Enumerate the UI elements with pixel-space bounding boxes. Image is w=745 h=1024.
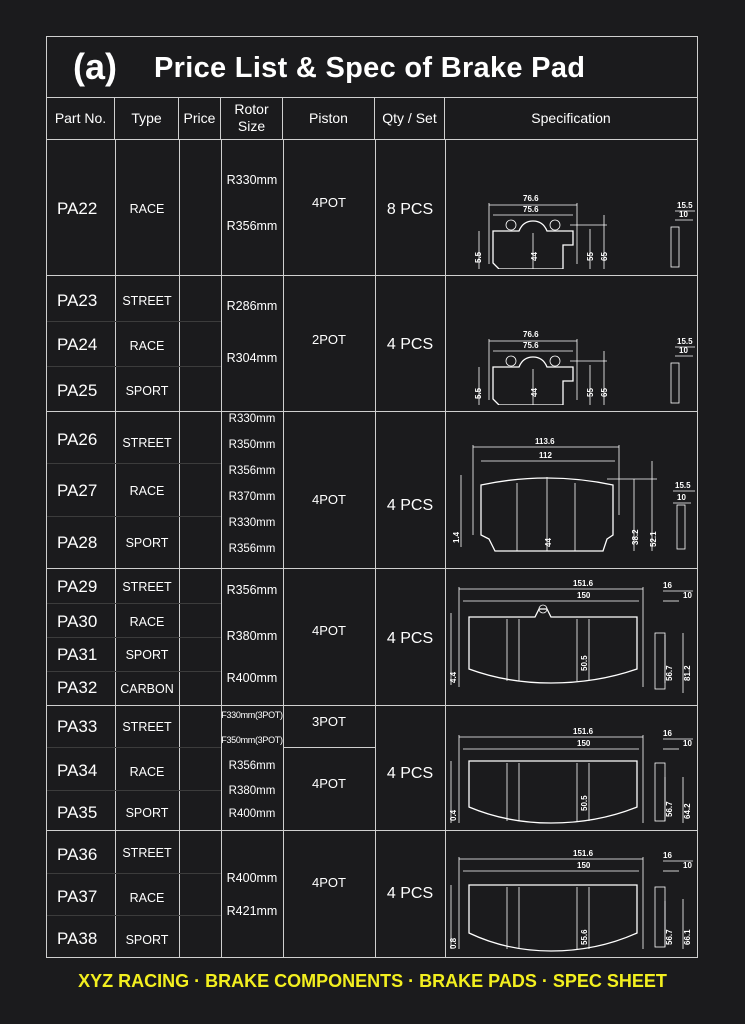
qty-set: 4 PCS (386, 765, 434, 782)
dim-side-plate: 10 (683, 591, 692, 600)
dim-side-total: 15.5 (677, 337, 693, 346)
part-type: SPORT (125, 806, 169, 820)
rotor-size: F350mm(3POT) (221, 735, 283, 745)
part-number: PA36 (57, 845, 98, 864)
brake-pad-drawing (467, 295, 695, 405)
rotor-size: R304mm (226, 351, 278, 365)
sheet-title (47, 37, 697, 98)
part-type: RACE (129, 202, 165, 216)
dim-inner-width: 150 (577, 591, 591, 600)
title-text: Price List & Spec of Brake Pad (154, 52, 586, 84)
header-rotor-line2: Size (237, 118, 266, 134)
dim-h3: 65 (600, 252, 609, 261)
dim-h3: 52.1 (649, 531, 658, 547)
dim-h2: 56.7 (665, 801, 674, 817)
dim-h1: 50.5 (580, 655, 589, 671)
footer-banner: XYZ RACING · BRAKE COMPONENTS · BRAKE PADS · SPEC SHEET (78, 971, 667, 991)
part-number: PA30 (57, 612, 98, 631)
part-type: RACE (129, 484, 165, 498)
part-number: PA32 (57, 678, 98, 697)
qty-set: 4 PCS (386, 336, 434, 353)
dim-outer-width: 76.6 (523, 330, 539, 339)
piston: 4POT (312, 623, 346, 638)
dim-side-plate: 10 (679, 346, 688, 355)
part-number: PA24 (57, 335, 98, 354)
part-number: PA31 (57, 645, 98, 664)
subrow-line (47, 366, 221, 367)
dim-left: 1.4 (452, 531, 461, 543)
dim-h2: 56.7 (665, 665, 674, 681)
title-tag: (a) (73, 46, 117, 87)
rotor-size: R356mm (228, 760, 276, 772)
dim-left: 5.5 (474, 387, 483, 399)
header-specification: Specification (531, 109, 611, 126)
header-price: Price (179, 97, 221, 139)
part-number: PA23 (57, 291, 98, 310)
piston: 3POT (312, 714, 346, 729)
dim-h2: 55 (586, 252, 595, 261)
dim-outer-width: 76.6 (523, 194, 539, 203)
piston: 4POT (312, 875, 346, 890)
part-number: PA38 (57, 929, 98, 948)
subrow-line (47, 603, 221, 604)
subrow-line (47, 671, 221, 672)
part-type: SPORT (125, 933, 169, 947)
row-divider (47, 411, 697, 412)
subrow-line (47, 516, 221, 517)
subrow-line (47, 915, 221, 916)
header-rotor-size (221, 97, 283, 139)
part-number: PA22 (57, 199, 98, 218)
rotor-size: R356mm (228, 543, 276, 555)
header-piston: Piston (283, 97, 375, 139)
dim-left: 0.4 (449, 809, 458, 821)
part-number: PA26 (57, 430, 98, 449)
rotor-size: R400mm (226, 871, 278, 885)
dim-inner-width: 112 (539, 451, 552, 460)
column-line (375, 139, 376, 957)
part-type: RACE (129, 765, 165, 779)
qty-set: 8 PCS (386, 201, 434, 218)
brake-pad-drawing (447, 849, 697, 953)
part-number: PA33 (57, 717, 98, 736)
subrow-line (47, 637, 221, 638)
dim-inner-width: 75.6 (523, 341, 539, 350)
dim-side-plate: 10 (677, 493, 686, 502)
part-type: STREET (122, 436, 172, 450)
dim-h1: 44 (530, 252, 539, 261)
rotor-size: R400mm (228, 808, 276, 820)
part-number: PA25 (57, 381, 98, 400)
rotor-size: R356mm (228, 465, 276, 477)
rotor-size: R421mm (226, 904, 278, 918)
dim-left: 5.5 (474, 251, 483, 263)
dim-side-total: 16 (663, 581, 672, 590)
dim-left: 0.8 (449, 937, 458, 949)
part-number: PA37 (57, 887, 98, 906)
part-type: CARBON (120, 682, 174, 696)
rotor-size: R380mm (226, 629, 278, 643)
part-type: SPORT (125, 648, 169, 662)
header-qty: Qty / Set (375, 97, 445, 139)
qty-set: 4 PCS (386, 630, 434, 647)
subrow-line (47, 321, 221, 322)
dim-h2: 56.7 (665, 929, 674, 945)
dim-inner-width: 75.6 (523, 205, 539, 214)
piston-divider (283, 747, 375, 748)
row-divider (47, 830, 697, 831)
rotor-size: R350mm (228, 439, 276, 451)
row-divider (47, 568, 697, 569)
dim-outer-width: 151.6 (573, 579, 594, 588)
subrow-line (47, 790, 221, 791)
header-type: Type (115, 97, 179, 139)
dim-left: 4.4 (449, 671, 458, 683)
dim-side-plate: 10 (683, 861, 692, 870)
dim-h1: 44 (530, 388, 539, 397)
dim-side-plate: 10 (683, 739, 692, 748)
subrow-line (47, 873, 221, 874)
rotor-size: F330mm(3POT) (221, 710, 283, 720)
part-type: SPORT (125, 384, 169, 398)
row-divider (47, 705, 697, 706)
header-rotor-line1: Rotor (234, 101, 269, 117)
brake-pad-drawing (467, 159, 695, 269)
dim-h2: 55 (586, 388, 595, 397)
brake-pad-drawing (447, 577, 697, 702)
piston: 4POT (312, 776, 346, 791)
dim-h3: 65 (600, 388, 609, 397)
rotor-size: R330mm (226, 173, 278, 187)
qty-set: 4 PCS (386, 497, 434, 514)
subrow-line (47, 463, 221, 464)
dim-outer-width: 113.6 (535, 437, 555, 446)
part-type: RACE (129, 615, 165, 629)
subrow-line (47, 747, 221, 748)
rotor-size: R400mm (226, 671, 278, 685)
part-number: PA34 (57, 761, 98, 780)
dim-h3: 81.2 (683, 665, 692, 681)
piston: 2POT (312, 332, 346, 347)
dim-outer-width: 151.6 (573, 727, 594, 736)
piston: 4POT (312, 492, 346, 507)
rotor-size: R330mm (228, 413, 276, 425)
row-divider (47, 139, 697, 140)
brake-pad-drawing (447, 727, 697, 827)
dim-side-total: 15.5 (677, 201, 693, 210)
dim-h1: 50.5 (580, 795, 589, 811)
dim-h2: 38.2 (631, 529, 640, 545)
dim-side-plate: 10 (679, 210, 688, 219)
part-number: PA27 (57, 481, 98, 500)
row-divider (47, 275, 697, 276)
column-line (445, 139, 446, 957)
part-number: PA28 (57, 533, 98, 552)
part-type: STREET (122, 846, 172, 860)
part-type: RACE (129, 891, 165, 905)
part-type: STREET (122, 580, 172, 594)
part-type: STREET (122, 720, 172, 734)
rotor-size: R356mm (226, 583, 278, 597)
column-line (283, 139, 284, 957)
dim-inner-width: 150 (577, 739, 591, 748)
dim-h1: 55.6 (580, 929, 589, 945)
rotor-size: R370mm (228, 491, 276, 503)
dim-side-total: 16 (663, 729, 672, 738)
dim-h3: 64.2 (683, 803, 692, 819)
dim-outer-width: 151.6 (573, 849, 594, 858)
part-type: SPORT (125, 536, 169, 550)
part-type: STREET (122, 294, 172, 308)
rotor-size: R380mm (228, 785, 276, 797)
dim-inner-width: 150 (577, 861, 591, 870)
brake-pad-drawing (447, 435, 695, 563)
part-number: PA35 (57, 803, 98, 822)
dim-side-total: 15.5 (675, 481, 691, 490)
header-part-no: Part No. (47, 97, 115, 139)
part-number: PA29 (57, 577, 98, 596)
part-type: RACE (129, 339, 165, 353)
rotor-size: R286mm (226, 299, 278, 313)
column-line (179, 139, 180, 957)
dim-h1: 44 (544, 538, 553, 547)
dim-side-total: 16 (663, 851, 672, 860)
price-spec-sheet (46, 36, 698, 958)
qty-set: 4 PCS (386, 885, 434, 902)
piston: 4POT (312, 195, 346, 210)
rotor-size: R356mm (226, 219, 278, 233)
rotor-size: R330mm (228, 517, 276, 529)
dim-h3: 66.1 (683, 929, 692, 945)
